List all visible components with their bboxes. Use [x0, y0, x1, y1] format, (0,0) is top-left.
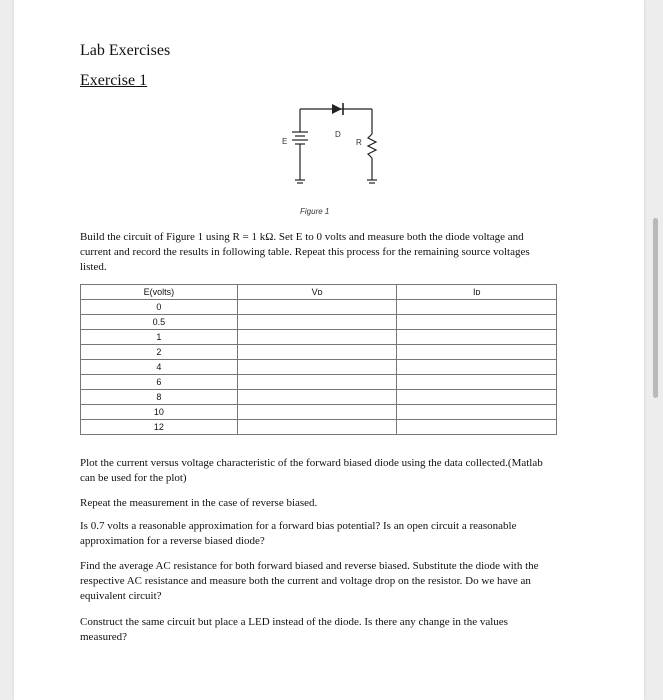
vd-cell — [237, 405, 397, 420]
circuit-diagram — [262, 96, 382, 196]
vd-cell — [237, 360, 397, 375]
column-header-id: Iᴅ — [397, 285, 557, 300]
e-value: 8 — [81, 390, 238, 405]
table-row — [81, 375, 557, 390]
question-plot: Plot the current versus voltage characteristic of the forward biased diode using the data collected.(Matlab can be used for the plot) — [80, 457, 543, 484]
exercise-title: Exercise 1 — [80, 72, 148, 89]
id-cell — [397, 405, 557, 420]
id-cell — [397, 345, 557, 360]
table-row — [81, 390, 557, 405]
id-cell — [397, 315, 557, 330]
table-row — [81, 300, 557, 315]
column-header-e: E(volts) — [81, 285, 238, 300]
page-title: Lab Exercises — [80, 42, 171, 59]
intro-paragraph: Build the circuit of Figure 1 using R = 1 kΩ. Set E to 0 volts and measure both the diode voltage and current and record the results in following table. Repeat this process for the remaining source voltages listed. — [80, 231, 530, 273]
e-value: 10 — [81, 405, 238, 420]
table-row — [81, 405, 557, 420]
label-d: D — [335, 130, 341, 139]
vd-cell — [237, 420, 397, 435]
id-cell — [397, 375, 557, 390]
question-ac-resistance: Find the average AC resistance for both forward biased and reverse biased. Substitute the diode with the respective AC resistance and measure both the current and voltage drop on the resistor. Do we have an equivalent circuit? — [80, 560, 539, 602]
e-value: 0.5 — [81, 315, 238, 330]
table-row — [81, 345, 557, 360]
vd-cell — [237, 315, 397, 330]
question-led: Construct the same circuit but place a LED instead of the diode. Is there any change in the values measured? — [80, 616, 508, 643]
question-approximation: Is 0.7 volts a reasonable approximation for a forward bias potential? Is an open circuit a reasonable approximation for a reverse biased diode? — [80, 520, 517, 547]
diode-symbol — [332, 104, 342, 114]
id-cell — [397, 420, 557, 435]
id-cell — [397, 360, 557, 375]
label-r: R — [356, 138, 362, 147]
vertical-scrollbar[interactable] — [653, 218, 658, 398]
table-row — [81, 330, 557, 345]
id-cell — [397, 330, 557, 345]
e-value: 0 — [81, 300, 238, 315]
e-value: 6 — [81, 375, 238, 390]
id-cell — [397, 300, 557, 315]
e-value: 2 — [81, 345, 238, 360]
vd-cell — [237, 300, 397, 315]
e-value: 4 — [81, 360, 238, 375]
vd-cell — [237, 330, 397, 345]
measurement-table — [80, 284, 557, 435]
e-value: 12 — [81, 420, 238, 435]
id-cell — [397, 390, 557, 405]
label-e: E — [282, 137, 288, 146]
table-row — [81, 420, 557, 435]
figure-caption: Figure 1 — [300, 207, 330, 216]
table-row — [81, 315, 557, 330]
vd-cell — [237, 345, 397, 360]
column-header-vd: Vᴅ — [237, 285, 397, 300]
vd-cell — [237, 375, 397, 390]
vd-cell — [237, 390, 397, 405]
question-reverse: Repeat the measurement in the case of reverse biased. — [80, 497, 318, 509]
table-row — [81, 360, 557, 375]
e-value: 1 — [81, 330, 238, 345]
